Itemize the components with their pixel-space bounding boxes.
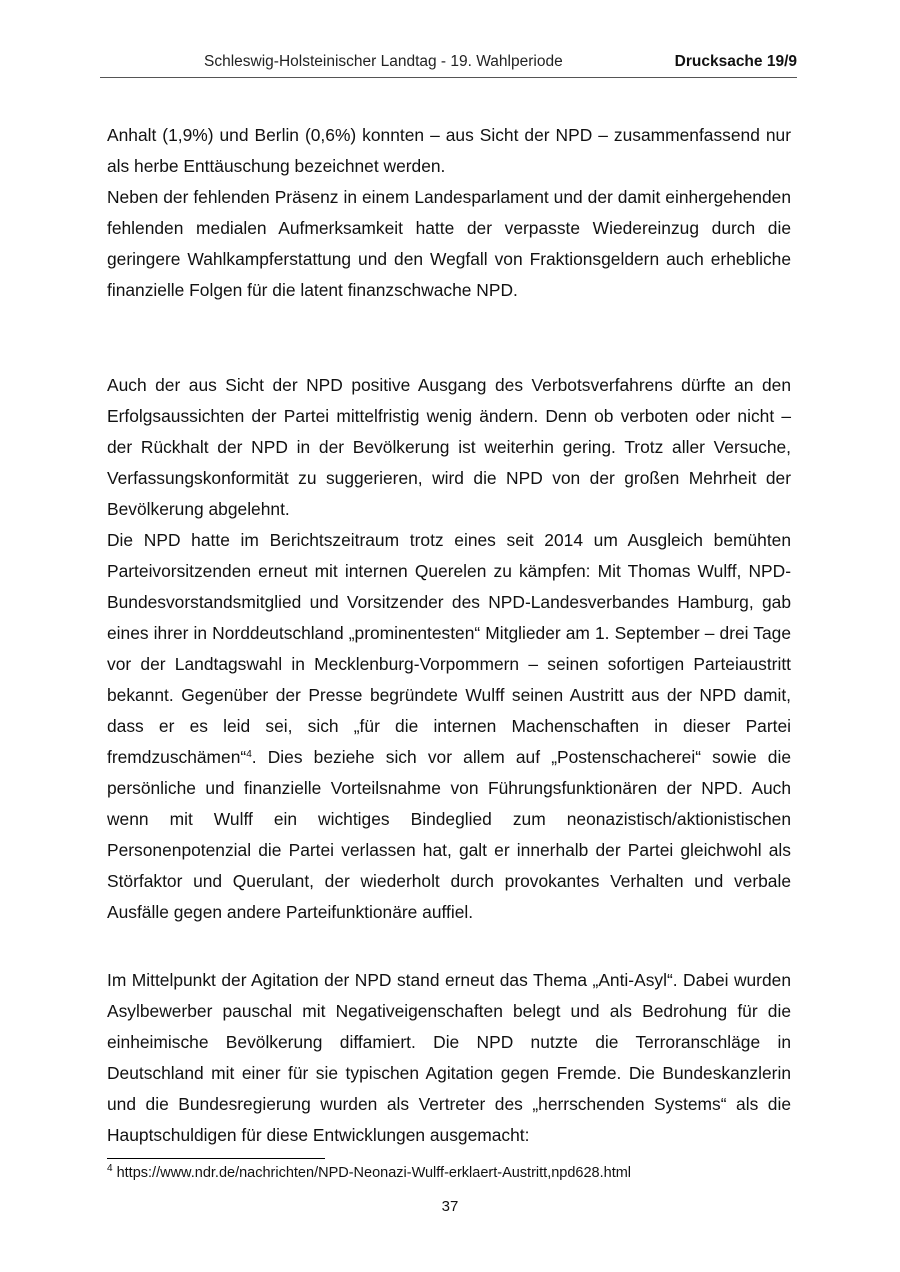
footnote-separator [107,1158,325,1159]
paragraph: Neben der fehlenden Präsenz in einem Landesparlament und der damit einhergehenden fehlenden medialen Aufmerksamkeit hatte der verpasste Wiedereinzug durch die geringere Wahlkampferstattung und den Wegfall von Fraktionsgeldern auch erhebliche finanzielle Folgen für die latent finanzschwache NPD. [107,187,791,300]
footnote-reference: 4 [246,749,252,760]
text-block-2 [107,370,791,928]
text-block-1 [107,120,791,306]
header-title: Schleswig-Holsteinischer Landtag - 19. Wahlperiode [204,53,563,70]
page-header [100,50,797,78]
paragraph: Anhalt (1,9%) und Berlin (0,6%) konnten – aus Sicht der NPD – zusammenfassend nur als herbe Enttäuschung bezeichnet werden. [107,125,791,176]
paragraph: Auch der aus Sicht der NPD positive Ausgang des Verbotsverfahrens dürfte an den Erfolgsaussichten der Partei mittelfristig wenig ändern. Denn ob verboten oder nicht – der Rückhalt der NPD in der Bevölkerung ist weiterhin gering. Trotz aller Versuche, Verfassungskonformität zu suggerieren, wird die NPD von der großen Mehrheit der Bevölkerung abgelehnt. [107,375,791,519]
paragraph: Im Mittelpunkt der Agitation der NPD stand erneut das Thema „Anti-Asyl“. Dabei wurden Asylbewerber pauschal mit Negativeigenschaften belegt und als Bedrohung für die einheimische Bevölkerung diffamiert. Die NPD nutzte die Terroranschläge in Deutschland mit einer für sie typischen Agitation gegen Fremde. Die Bundeskanzlerin und die Bundesregierung wurden als Vertreter des „herrschenden Systems“ als die Hauptschuldigen für diese Entwicklungen ausgemacht: [107,970,791,1145]
footnote [107,1165,631,1181]
document-number: Drucksache 19/9 [674,53,797,70]
paragraph [107,525,791,928]
paragraph-text: . Dies beziehe sich vor allem auf „Postenschacherei“ sowie die persönliche und finanzielle Vorteilsnahme von Führungsfunktionären der NPD. Auch wenn mit Wulff ein wichtiges Bindeglied zum neonazistisch/aktionistischen Personenpotenzial die Partei verlassen hat, galt er innerhalb der Partei gleichwohl als Störfaktor und Querulant, der wiederholt durch provokantes Verhalten und verbale Ausfälle gegen andere Parteifunktionäre auffiel. [107,747,791,922]
page-number: 37 [441,1198,459,1215]
footnote-marker: 4 [107,1163,113,1174]
footnote-link[interactable]: https://www.ndr.de/nachrichten/NPD-Neonazi-Wulff-erklaert-Austritt,npd628.html [116,1165,632,1181]
paragraph-text: Die NPD hatte im Berichtszeitraum trotz eines seit 2014 um Ausgleich bemühten Parteivorsitzenden erneut mit internen Querelen zu kämpfen: Mit Thomas Wulff, NPD-Bundesvorstandsmitglied und Vorsitzender des NPD-Landesverbandes Hamburg, gab eines ihrer in Norddeutschland „prominentesten“ Mitglieder am 1. September – drei Tage vor der Landtagswahl in Mecklenburg-Vorpommern – seinen sofortigen Parteiaustritt bekannt. Gegenüber der Presse begründete Wulff seinen Austritt aus der NPD damit, dass er es leid sei, sich „für die internen Machenschaften in dieser Partei fremdzuschämen“ [107,530,791,767]
text-block-3 [107,965,791,1151]
